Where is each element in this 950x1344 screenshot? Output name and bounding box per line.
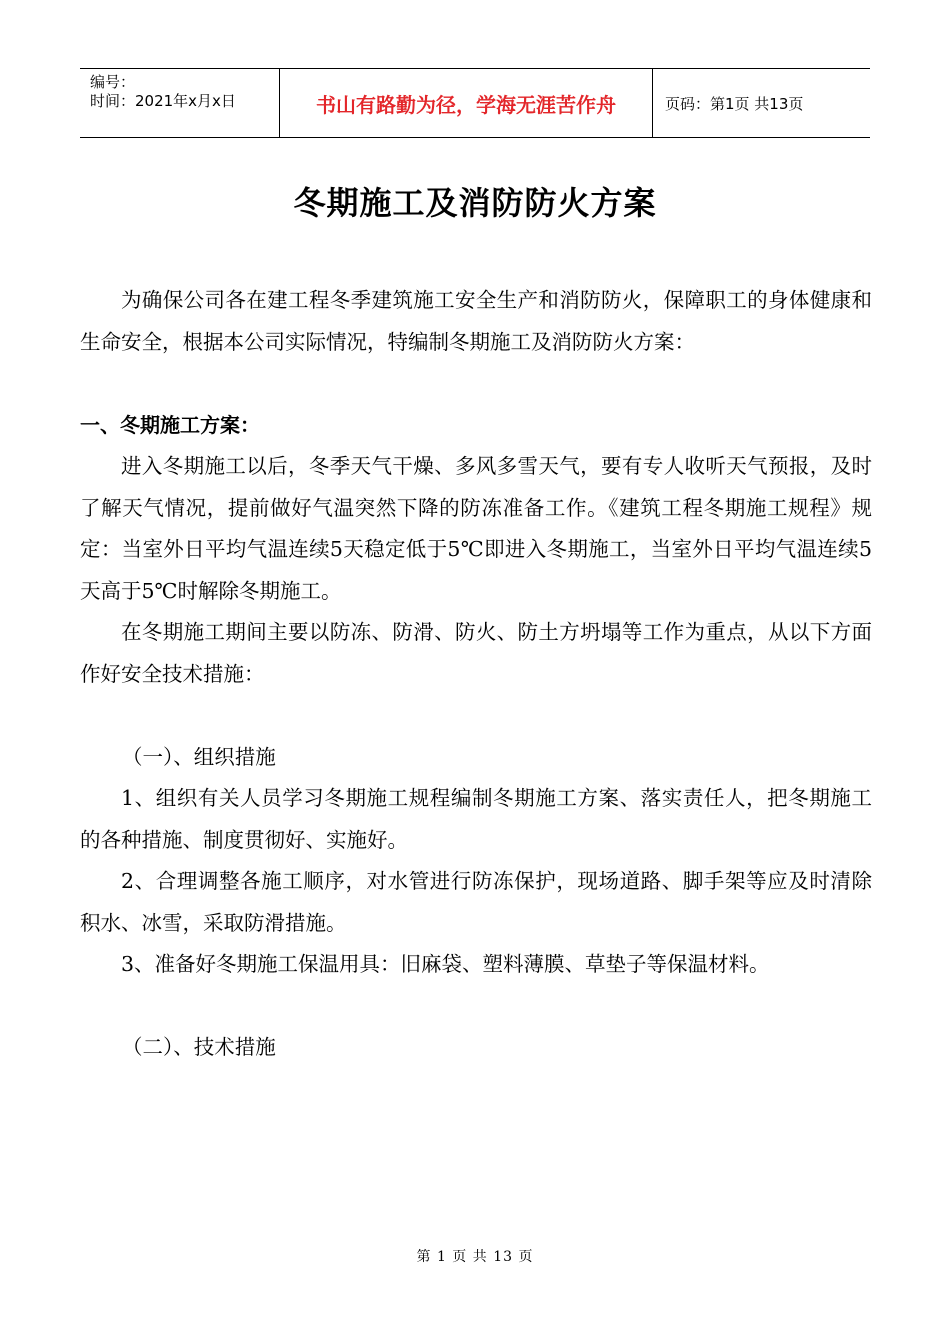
list-item-3: 3、准备好冬期施工保温用具：旧麻袋、塑料薄膜、草垫子等保温材料。 [121, 952, 770, 976]
page-header [80, 68, 870, 138]
section-paragraph-1: 进入冬期施工以后，冬季天气干燥、多风多雪天气，要有专人收听天气预报，及时了解天气情况，提前做好气温突然下降的防冻准备工作。《建筑工程冬期施工规程》规定：当室外日平均气温连续5天稳定低于5℃即进入冬期施工，当室外日平均气温连续5天高于5℃时解除冬期施工。 [80, 454, 872, 603]
section-heading: 一、冬期施工方案： [80, 412, 260, 437]
spacer [80, 363, 872, 405]
subsection-heading-technical: （二）、技术措施 [122, 1035, 276, 1059]
list-item-2: 2、合理调整各施工顺序，对水管进行防冻保护，现场道路、脚手架等应及时清除积水、冰雪，采取防滑措施。 [80, 869, 872, 935]
header-page-info: 页码：第1页 共13页 [665, 94, 804, 113]
header-number: 编号： [90, 73, 136, 91]
header-motto: 书山有路勤为径，学海无涯苦作舟 [280, 69, 653, 137]
spacer [80, 986, 872, 1028]
header-meta [80, 69, 280, 137]
document-body [80, 280, 872, 1069]
document-title: 冬期施工及消防防火方案 [293, 184, 657, 222]
spacer [80, 695, 872, 737]
header-date: 时间：2021年x月x日 [90, 92, 236, 110]
section-paragraph-2: 在冬期施工期间主要以防冻、防滑、防火、防土方坍塌等工作为重点，从以下方面作好安全技术措施： [80, 620, 872, 686]
page-footer: 第 1 页 共 13 页 [416, 1249, 534, 1265]
subsection-heading-organization: （一）、组织措施 [122, 744, 276, 769]
list-item-1: 1、组织有关人员学习冬期施工规程编制冬期施工方案、落实责任人，把冬期施工的各种措施、制度贯彻好、实施好。 [80, 786, 872, 852]
intro-paragraph: 为确保公司各在建工程冬季建筑施工安全生产和消防防火，保障职工的身体健康和生命安全，根据本公司实际情况，特编制冬期施工及消防防火方案： [80, 288, 872, 354]
